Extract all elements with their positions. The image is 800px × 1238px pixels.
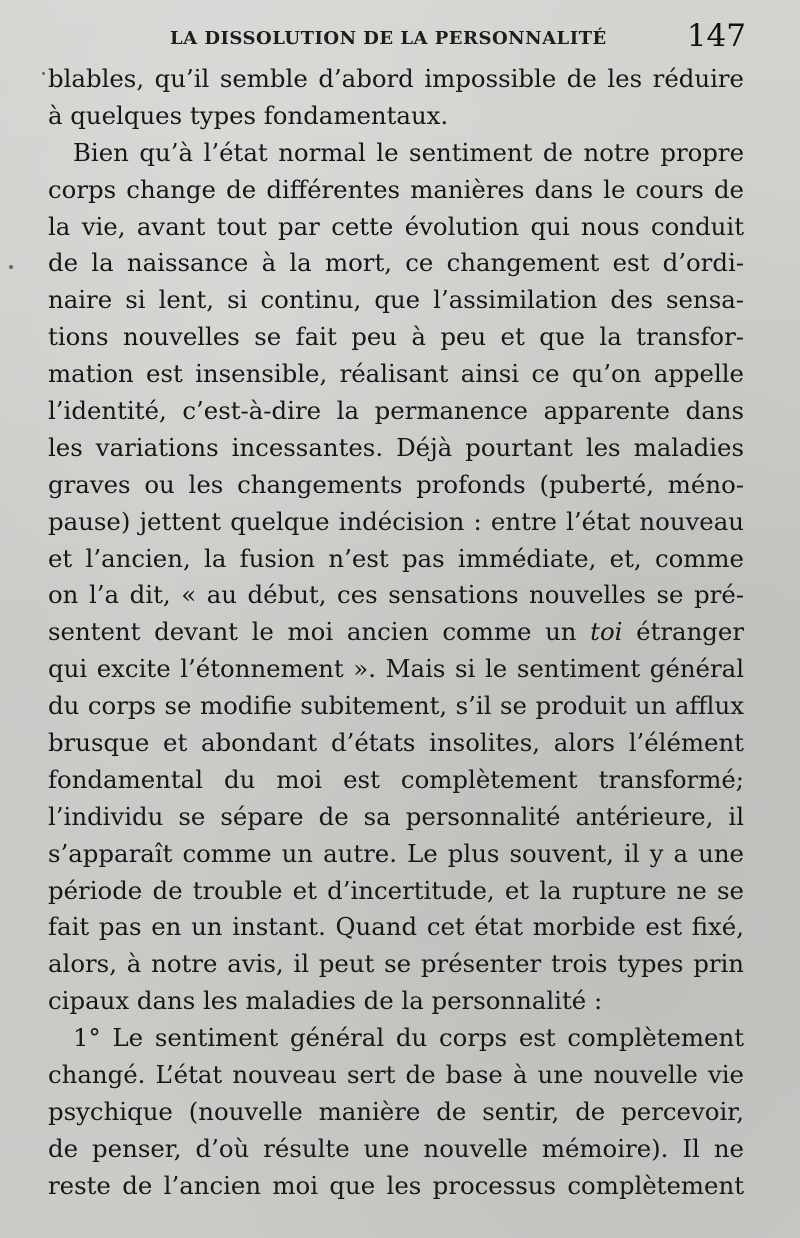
text-line: du corps se modifie subitement, s’il se produit un afflux bbox=[48, 691, 744, 721]
text-line: l’identité, c’est-à-dire la permanence apparente dans bbox=[48, 396, 744, 426]
text-line: graves ou les changements profonds (puberté, méno- bbox=[48, 469, 744, 499]
text-line: blables, qu’il semble d’abord impossible de les réduire bbox=[48, 64, 744, 93]
text-line: les variations incessantes. Déjà pourtant les maladies bbox=[48, 432, 744, 462]
text-line: s’apparaît comme un autre. Le plus souvent, il y a une bbox=[48, 838, 744, 868]
text-line: de penser, d’où résulte une nouvelle mémoire). Il ne bbox=[48, 1133, 744, 1163]
running-head bbox=[58, 18, 746, 58]
paper-fleck bbox=[42, 72, 45, 75]
text-line: mation est insensible, réalisant ainsi ce qu’on appelle bbox=[48, 359, 744, 389]
paragraph-start-line: 1° Le sentiment général du corps est complètement bbox=[73, 1023, 744, 1053]
text-line: qui excite l’étonnement ». Mais si le sentiment général bbox=[48, 654, 744, 684]
line-segment: sentent devant le moi ancien comme un bbox=[48, 617, 591, 647]
page-number: 147 bbox=[686, 18, 746, 54]
text-line: fait pas en un instant. Quand cet état morbide est fixé, bbox=[48, 912, 744, 942]
text-line: psychique (nouvelle manière de sentir, de percevoir, bbox=[48, 1096, 744, 1126]
text-line: l’individu se sépare de sa personnalité antérieure, il bbox=[48, 801, 744, 831]
line-segment: étranger bbox=[622, 617, 744, 647]
text-line: à quelques types fondamentaux. bbox=[48, 100, 449, 130]
text-line: alors, à notre avis, il peut se présenter trois types prin bbox=[48, 949, 744, 979]
text-line: brusque et abondant d’états insolites, alors l’élément bbox=[48, 728, 744, 758]
body-text bbox=[48, 61, 744, 1205]
paragraph-start-line: Bien qu’à l’état normal le sentiment de notre propre bbox=[73, 137, 744, 167]
text-line: la vie, avant tout par cette évolution qui nous conduit bbox=[48, 211, 744, 241]
running-title: LA DISSOLUTION DE LA PERSONNALITÉ bbox=[170, 28, 607, 49]
text-line-with-italic bbox=[48, 614, 744, 651]
text-line: changé. L’état nouveau sert de base à une nouvelle vie bbox=[48, 1060, 744, 1090]
paper-fleck bbox=[9, 265, 13, 269]
text-line: pause) jettent quelque indécision : entre l’état nouveau bbox=[48, 506, 744, 536]
text-line: et l’ancien, la fusion n’est pas immédiate, et, comme bbox=[48, 543, 744, 573]
text-line: fondamental du moi est complètement transformé; bbox=[48, 764, 744, 794]
text-line: naire si lent, si continu, que l’assimilation des sensa- bbox=[48, 285, 744, 315]
text-line: corps change de différentes manières dans le cours de bbox=[48, 174, 744, 204]
text-line: période de trouble et d’incertitude, et la rupture ne se bbox=[48, 875, 744, 905]
text-line: reste de l’ancien moi que les processus complètement bbox=[48, 1170, 744, 1200]
text-line: on l’a dit, « au début, ces sensations nouvelles se pré- bbox=[48, 580, 744, 610]
text-line: tions nouvelles se fait peu à peu et que la transfor- bbox=[48, 322, 744, 352]
italic-word: toi bbox=[590, 617, 623, 647]
text-line: de la naissance à la mort, ce changement est d’ordi- bbox=[48, 248, 744, 278]
text-line: cipaux dans les maladies de la personnalité : bbox=[48, 986, 603, 1016]
